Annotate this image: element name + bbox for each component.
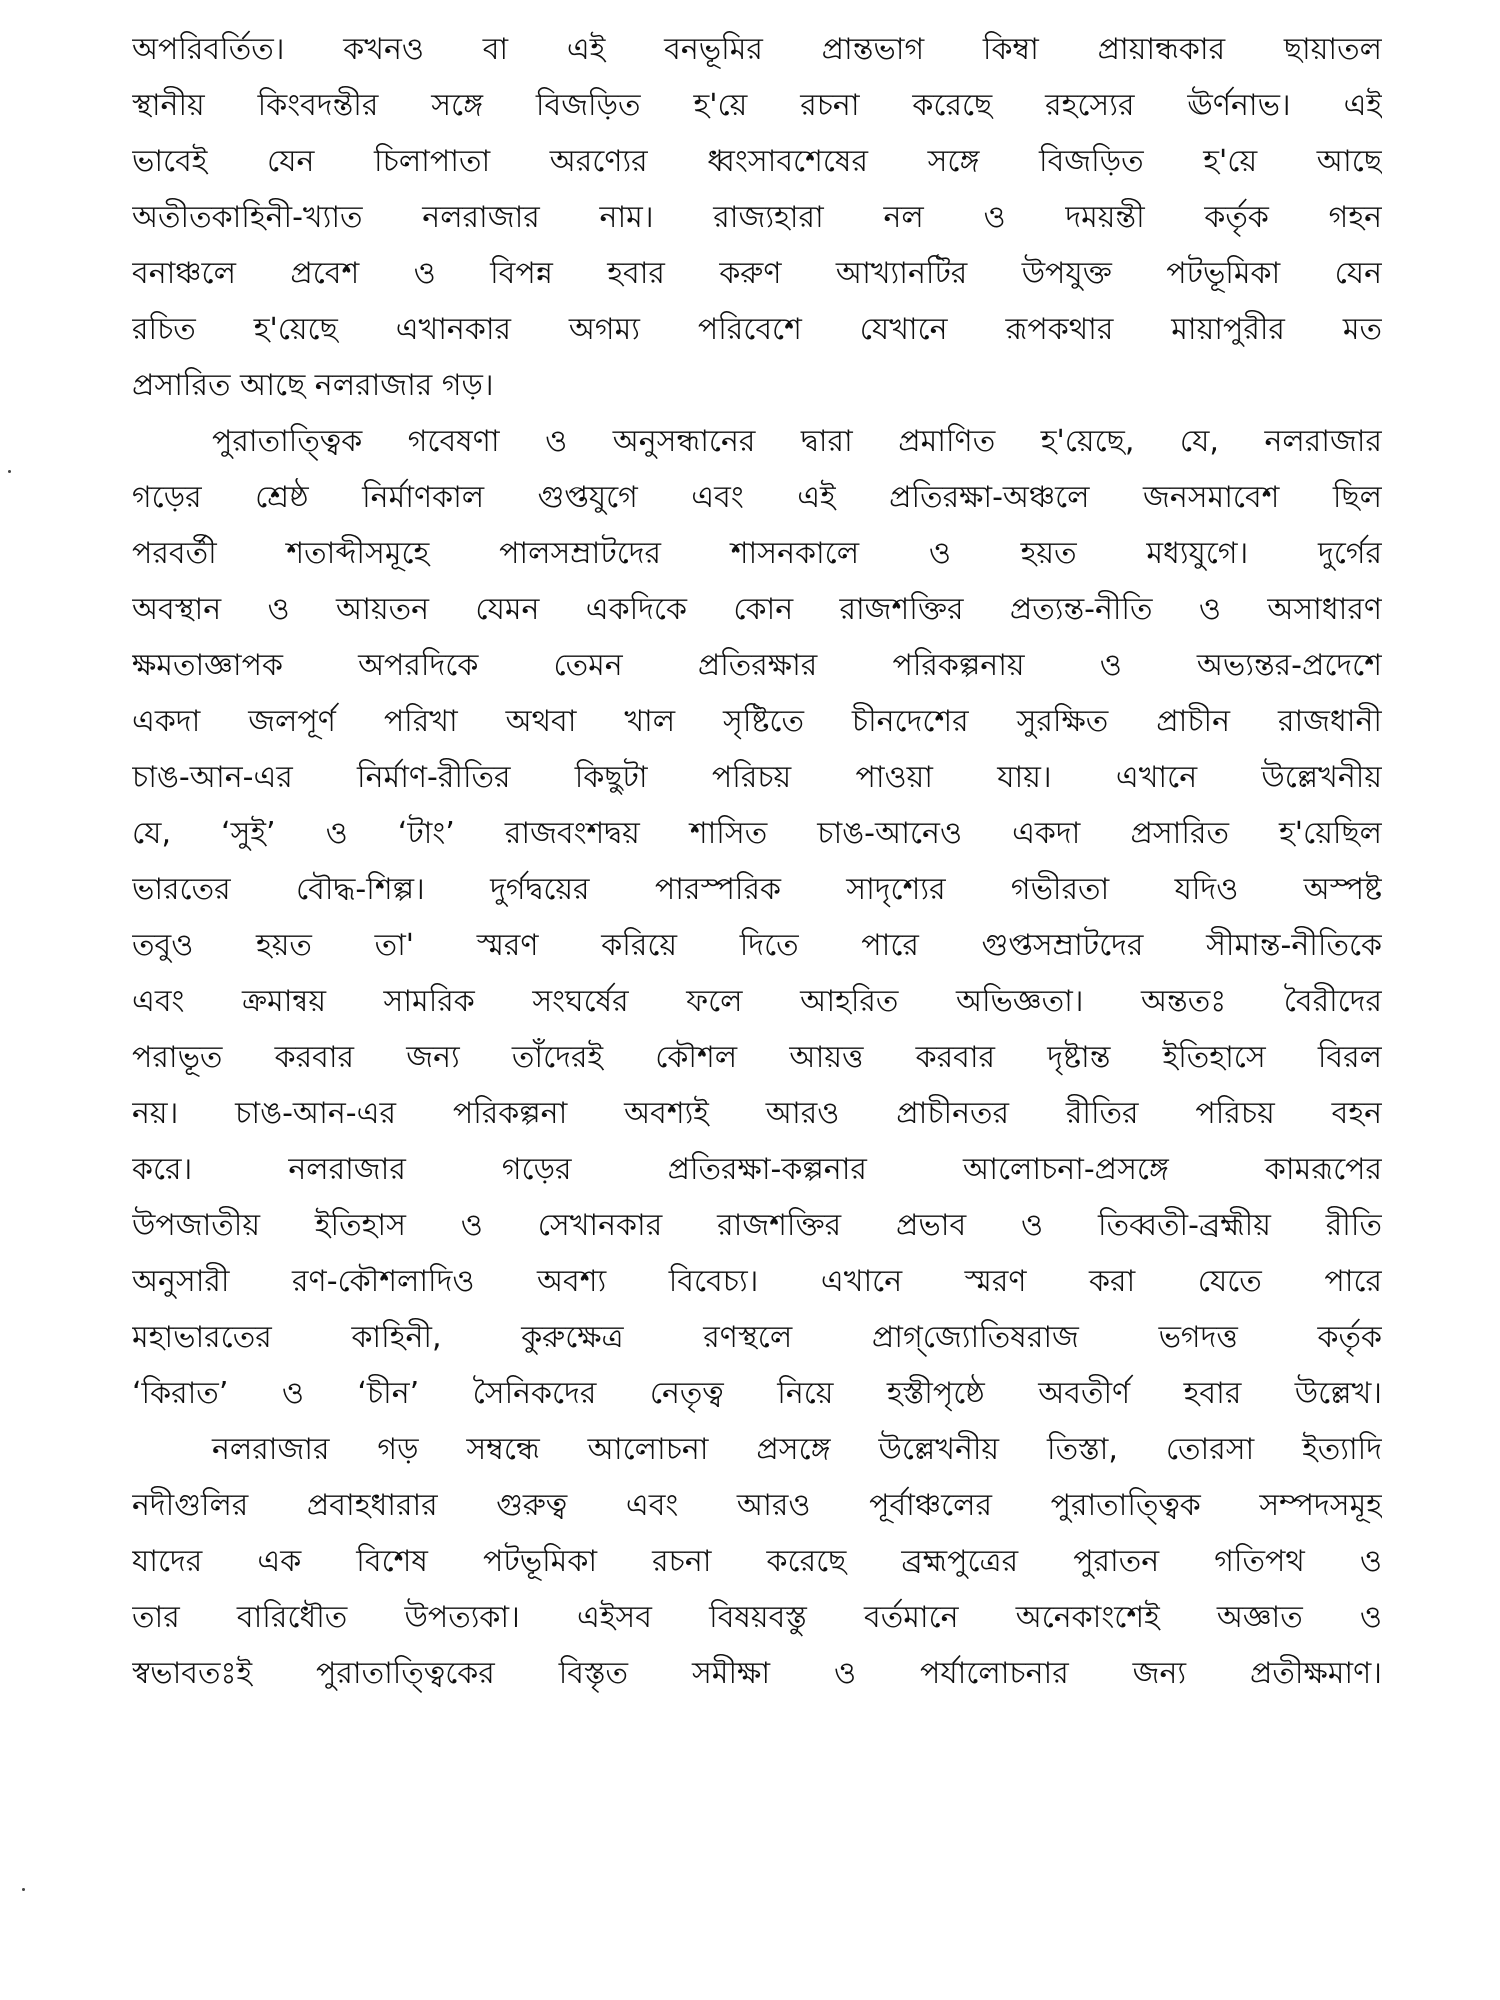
paragraph-1 xyxy=(132,22,1382,414)
paragraph-2 xyxy=(132,414,1382,1422)
text-line: প্রসারিত আছে নলরাজার গড়। xyxy=(132,368,494,403)
text-line: তবুও হয়ত তা' স্মরণ করিয়ে দিতে পারে গুপ্তসম্রাটদের সীমান্ত-নীতিকে xyxy=(132,928,1382,963)
text-line: একদা জলপূর্ণ পরিখা অথবা খাল সৃষ্টিতে চীনদেশের সুরক্ষিত প্রাচীন রাজধানী xyxy=(132,704,1382,739)
text-line: যে, ‘সুই’ ও ‘টাং’ রাজবংশদ্বয় শাসিত চাঙ-আনেও একদা প্রসারিত হ'য়েছিল xyxy=(132,816,1382,851)
text-line: রচিত হ'য়েছে এখানকার অগম্য পরিবেশে যেখানে রূপকথার মায়াপুরীর মত xyxy=(132,312,1382,347)
text-line: পরাভূত করবার জন্য তাঁদেরই কৌশল আয়ত্ত করবার দৃষ্টান্ত ইতিহাসে বিরল xyxy=(132,1040,1382,1075)
text-line: অতীতকাহিনী-খ্যাত নলরাজার নাম। রাজ্যহারা নল ও দময়ন্তী কর্তৃক গহন xyxy=(132,200,1382,235)
text-line: স্থানীয় কিংবদন্তীর সঙ্গে বিজড়িত হ'য়ে রচনা করেছে রহস্যের ঊর্ণনাভ। এই xyxy=(132,88,1382,123)
text-line: বনাঞ্চলে প্রবেশ ও বিপন্ন হবার করুণ আখ্যানটির উপযুক্ত পটভূমিকা যেন xyxy=(132,256,1382,291)
text-line: পুরাতাত্ত্বিক গবেষণা ও অনুসন্ধানের দ্বারা প্রমাণিত হ'য়েছে, যে, নলরাজার xyxy=(212,424,1382,459)
paragraph-3 xyxy=(132,1422,1382,1702)
text-line: নদীগুলির প্রবাহধারার গুরুত্ব এবং আরও পূর্বাঞ্চলের পুরাতাত্ত্বিক সম্পদসমূহ xyxy=(132,1488,1382,1523)
text-line: করে। নলরাজার গড়ের প্রতিরক্ষা-কল্পনার আলোচনা-প্রসঙ্গে কামরূপের xyxy=(132,1152,1382,1187)
text-line: ক্ষমতাজ্ঞাপক অপরদিকে তেমন প্রতিরক্ষার পরিকল্পনায় ও অভ্যন্তর-প্রদেশে xyxy=(132,648,1382,683)
text-line: এবং ক্রমান্বয় সামরিক সংঘর্ষের ফলে আহরিত অভিজ্ঞতা। অন্ততঃ বৈরীদের xyxy=(132,984,1382,1019)
text-line: ভারতের বৌদ্ধ-শিল্প। দুর্গদ্বয়ের পারস্পরিক সাদৃশ্যের গভীরতা যদিও অস্পষ্ট xyxy=(132,872,1382,907)
text-line: ভাবেই যেন চিলাপাতা অরণ্যের ধ্বংসাবশেষের সঙ্গে বিজড়িত হ'য়ে আছে xyxy=(132,144,1382,179)
text-line: চাঙ-আন-এর নির্মাণ-রীতির কিছুটা পরিচয় পাওয়া যায়। এখানে উল্লেখনীয় xyxy=(132,760,1382,795)
scan-speck xyxy=(22,1888,25,1891)
text-line: নলরাজার গড় সম্বন্ধে আলোচনা প্রসঙ্গে উল্লেখনীয় তিস্তা, তোরসা ইত্যাদি xyxy=(212,1432,1382,1467)
scan-speck xyxy=(8,470,11,473)
book-page xyxy=(132,22,1382,1702)
text-line: স্বভাবতঃই পুরাতাত্ত্বিকের বিস্তৃত সমীক্ষা ও পর্যালোচনার জন্য প্রতীক্ষমাণ। xyxy=(132,1656,1382,1691)
text-line: অপরিবর্তিত। কখনও বা এই বনভূমির প্রান্তভাগ কিম্বা প্রায়ান্ধকার ছায়াতল xyxy=(132,32,1382,67)
text-line: অবস্থান ও আয়তন যেমন একদিকে কোন রাজশক্তির প্রত্যন্ত-নীতি ও অসাধারণ xyxy=(132,592,1382,627)
text-line: যাদের এক বিশেষ পটভূমিকা রচনা করেছে ব্রহ্মপুত্রের পুরাতন গতিপথ ও xyxy=(132,1544,1382,1579)
text-line: উপজাতীয় ইতিহাস ও সেখানকার রাজশক্তির প্রভাব ও তিব্বতী-ব্রহ্মীয় রীতি xyxy=(132,1208,1382,1243)
text-line: অনুসারী রণ-কৌশলাদিও অবশ্য বিবেচ্য। এখানে স্মরণ করা যেতে পারে xyxy=(132,1264,1382,1299)
text-line: মহাভারতের কাহিনী, কুরুক্ষেত্র রণস্থলে প্রাগ্‌জ্যোতিষরাজ ভগদত্ত কর্তৃক xyxy=(132,1320,1382,1355)
text-line: নয়। চাঙ-আন-এর পরিকল্পনা অবশ্যই আরও প্রাচীনতর রীতির পরিচয় বহন xyxy=(132,1096,1382,1131)
text-line: ‘কিরাত’ ও ‘চীন’ সৈনিকদের নেতৃত্ব নিয়ে হস্তীপৃষ্ঠে অবতীর্ণ হবার উল্লেখ। xyxy=(132,1376,1382,1411)
text-line: তার বারিধৌত উপত্যকা। এইসব বিষয়বস্তু বর্তমানে অনেকাংশেই অজ্ঞাত ও xyxy=(132,1600,1382,1635)
text-line: পরবর্তী শতাব্দীসমূহে পালসম্রাটদের শাসনকালে ও হয়ত মধ্যযুগে। দুর্গের xyxy=(132,536,1382,571)
text-line: গড়ের শ্রেষ্ঠ নির্মাণকাল গুপ্তযুগে এবং এই প্রতিরক্ষা-অঞ্চলে জনসমাবেশ ছিল xyxy=(132,480,1382,515)
